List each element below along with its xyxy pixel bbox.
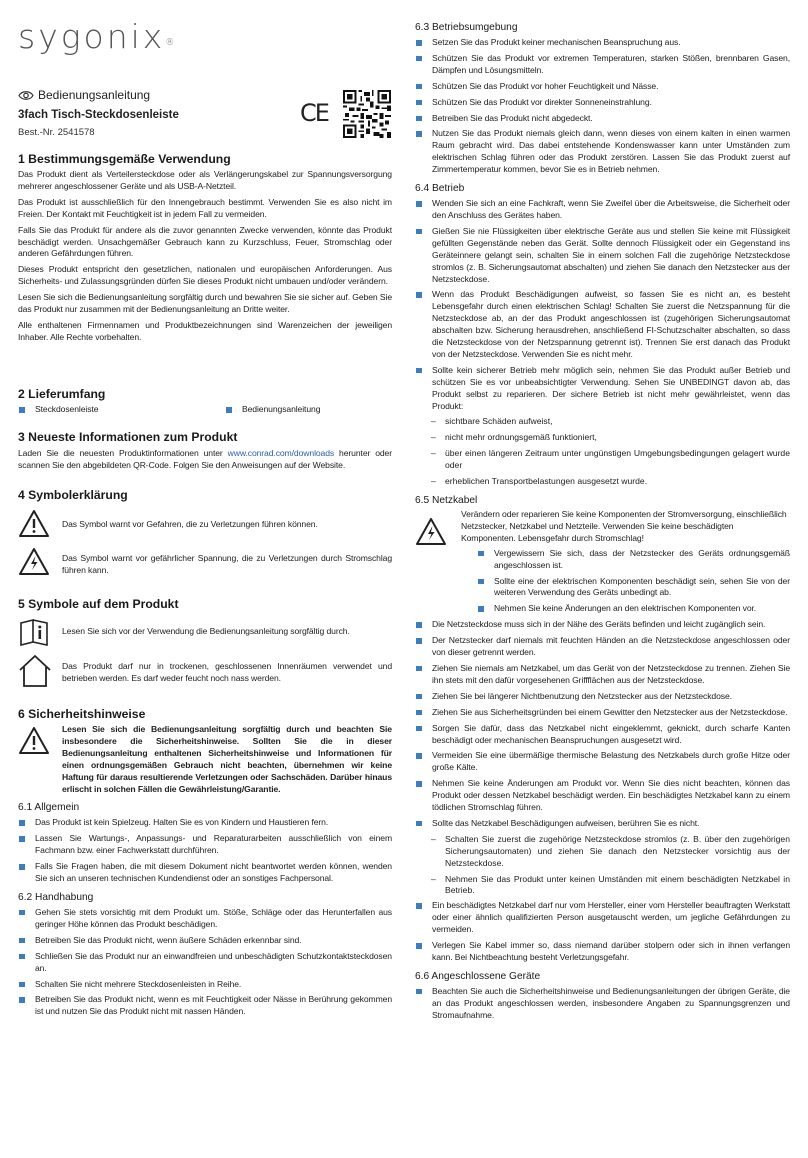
- warning-triangle-icon: [18, 726, 50, 755]
- dash-list-item: – erheblichen Transportbelastungen ausgesetzt wurde.: [415, 476, 790, 488]
- eye-icon: [18, 90, 34, 101]
- subsection-6-5-title: 6.5 Netzkabel: [415, 495, 478, 506]
- dash-list-item: – Schalten Sie zuerst die zugehörige Netzsteckdose stromlos (z. B. über den zugehörigen Sicherungsautomaten) und ziehen Sie danach den Netzstecker vorsichtig aus der Netzsteckdose.: [415, 834, 790, 870]
- ce-mark: CE: [300, 99, 328, 127]
- subsection-6-1-title: 6.1 Allgemein: [18, 802, 80, 814]
- electric-shock-icon: [18, 547, 50, 576]
- warning-list-item: Nehmen Sie keine Änderungen an den elektrischen Komponenten vor.: [477, 603, 790, 615]
- section-1-p1: Das Produkt dient als Verteilersteckdose oder als Verlängerungskabel zur Spannungsversorgung mehrerer angeschlossener Geräte und als USB-A-Netzteil.: [18, 169, 392, 191]
- subsection-6-2-list: [18, 907, 392, 1018]
- warning-list-item: Sollte eine der elektrischen Komponenten beschädigt sein, sehen Sie von der weiteren Verwendung des Geräts unbedingt ab.: [477, 576, 790, 600]
- safety-list-item: Verlegen Sie Kabel immer so, dass niemand darüber stolpern oder sich in ihnen verfangen kann. Bei Nichtbeachtung besteht Verletzungsgefahr.: [415, 940, 790, 964]
- symbol-voltage-text: Das Symbol warnt vor gefährlicher Spannung, die zu Verletzungen durch Stromschlag führen kann.: [62, 553, 392, 575]
- power-warning-text: Verändern oder reparieren Sie keine Komponenten der Stromversorgung, einschließlich Netzstecker, Netzkabel und Netzteile. Verwenden Sie keine beschädigten Komponenten. Lebensgefahr durch Stromschlag!: [461, 509, 787, 543]
- section-5-title: 5 Symbole auf dem Produkt: [18, 597, 179, 611]
- safety-list-item: Die Netzsteckdose muss sich in der Nähe des Geräts befinden und leicht zugänglich sein.: [415, 619, 790, 631]
- safety-list-item: Betreiben Sie das Produkt nicht, wenn äußere Schäden erkennbar sind.: [18, 935, 392, 947]
- safety-list-item: Falls Sie Fragen haben, die mit diesem Dokument nicht beantwortet werden können, wenden Sie sich an unseren technischen Kundendienst oder an sonstiges Fachpersonal.: [18, 861, 392, 885]
- subsection-6-3-title: 6.3 Betriebsumgebung: [415, 22, 518, 33]
- subsection-6-5-list-after: [415, 900, 790, 964]
- section-1-p5: Lesen Sie sich die Bedienungsanleitung sorgfältig durch und bewahren Sie sie sicher auf. Geben Sie das Produkt nur zusammen mit der Bedienungsanleitung an Dritte weiter.: [18, 292, 392, 315]
- safety-list-item: Schützen Sie das Produkt vor extremen Temperaturen, starken Stößen, brennbaren Gasen, Dämpfen und Lösungsmitteln.: [415, 53, 790, 77]
- subsection-6-5-list: [415, 619, 790, 830]
- section-3: [18, 430, 392, 472]
- symbol-warning-text: Das Symbol warnt vor Gefahren, die zu Verletzungen führen können.: [62, 519, 318, 529]
- qr-code: [343, 90, 391, 138]
- section-3-pre: Laden Sie die neuesten Produktinformationen unter: [18, 448, 228, 458]
- safety-list-item: Schalten Sie nicht mehrere Steckdosenleisten in Reihe.: [18, 979, 392, 991]
- symbol-indoor-text: Das Produkt darf nur in trockenen, geschlossenen Innenräumen verwendet und betrieben werden. Es darf weder feucht noch nass werden.: [62, 661, 392, 683]
- subsection-6-5-dashes: [415, 834, 790, 898]
- symbol-read-manual-text: Lesen Sie sich vor der Verwendung die Bedienungsanleitung sorgfältig durch.: [62, 626, 350, 636]
- subsection-6-6-title: 6.6 Angeschlossene Geräte: [415, 970, 541, 982]
- order-number: Best.-Nr. 2541578: [18, 127, 95, 138]
- safety-list-item: Sollte das Netzkabel Beschädigungen aufweisen, berühren Sie es nicht.: [415, 818, 790, 830]
- section-1-p2: Das Produkt ist ausschließlich für den Innengebrauch bestimmt. Verwenden Sie es also nicht im Freien. Der Kontakt mit Feuchtigkeit ist in jedem Fall zu vermeiden.: [18, 196, 392, 219]
- section-5: [18, 597, 392, 688]
- dash-list-item: – über einen längeren Zeitraum unter ungünstigen Umgebungsbedingungen gelagert wurde oder: [415, 448, 790, 472]
- safety-intro: Lesen Sie sich die Bedienungsanleitung sorgfältig durch und beachten Sie insbesondere die Sicherheitshinweise. Sollten Sie die in dieser Bedienungsanleitung enthaltenen Sicherheitshinweise und Informationen für einen ordnungsgemäßen Gebrauch nicht beachten, übernehmen wir keine Haftung für daraus resultierende Verletzungen oder Sachschäden. Darüber hinaus erlischt in solchen Fällen die Gewährleistung/Garantie.: [62, 724, 392, 794]
- section-1-p6: Alle enthaltenen Firmennamen und Produktbezeichnungen sind Warenzeichen der jeweiligen Inhaber. Alle Rechte vorbehalten.: [18, 319, 392, 342]
- section-1-p3: Falls Sie das Produkt für andere als die zuvor genannten Zwecke verwenden, könnte das Produkt beschädigt werden. Unsachgemäßer Gebrauch kann zu Kurzschluss, Feuer, Stromschlag oder anderen Gefährdungen führen.: [18, 224, 392, 259]
- safety-list-item: Nutzen Sie das Produkt niemals gleich dann, wenn dieses von einem kalten in einen warmen Raum gebracht wird. Das dabei entstehende Kondenswasser kann unter Umständen zum elektrischen Schlag führen oder das Produkt zerstören. Lassen Sie das Produkt zuerst auf Zimmertemperatur kommen, bevor Sie es in Betrieb nehmen.: [415, 128, 790, 176]
- subsection-6-4-list: [415, 198, 790, 412]
- power-warning-list: [461, 548, 790, 616]
- subsection-6-1-list: [18, 817, 392, 885]
- subsection-6-4-title: 6.4 Betrieb: [415, 183, 465, 195]
- section-4-title: 4 Symbolerklärung: [18, 488, 128, 502]
- delivery-item-manual: Bedienungsanleitung: [225, 404, 320, 416]
- manual-label: Bedienungsanleitung: [38, 88, 151, 102]
- safety-list-item: Setzen Sie das Produkt keiner mechanischen Beanspruchung aus.: [415, 37, 790, 49]
- safety-list-item: Betreiben Sie das Produkt nicht, wenn es mit Feuchtigkeit oder Nässe in Berührung gekommen ist und nutzen Sie das Produkt nicht mit nassen Händen.: [18, 994, 392, 1018]
- section-2-title: 2 Lieferumfang: [18, 387, 106, 401]
- safety-list-item: Wenden Sie sich an eine Fachkraft, wenn Sie Zweifel über die Arbeitsweise, die Sicherheit oder den Anschluss des Gerätes haben.: [415, 198, 790, 222]
- safety-list-item: Nehmen Sie keine Änderungen am Produkt vor. Wenn Sie dies nicht beachten, können das Produkt oder dessen Netzkabel beschädigt werden. Ein beschädigtes Netzkabel kann zu einem tödlichen Stromschlag führen.: [415, 778, 790, 814]
- safety-list-item: Vermeiden Sie eine übermäßige thermische Belastung des Netzkabels durch große Hitze oder große Kälte.: [415, 750, 790, 774]
- section-2: [18, 387, 392, 416]
- safety-list-item: Ziehen Sie bei längerer Nichtbenutzung den Netzstecker aus der Netzsteckdose.: [415, 691, 790, 703]
- safety-list-item: Lassen Sie Wartungs-, Anpassungs- und Reparaturarbeiten ausschließlich von einem Fachmann bzw. einer Fachwerkstatt durchführen.: [18, 833, 392, 857]
- warning-list-item: Vergewissern Sie sich, dass der Netzstecker des Geräts ordnungsgemäß angeschlossen ist.: [477, 548, 790, 572]
- subsection-6-3-list: [415, 37, 790, 176]
- product-title: 3fach Tisch-Steckdosenleiste: [18, 109, 179, 121]
- safety-list-item: Schützen Sie das Produkt vor direkter Sonneneinstrahlung.: [415, 97, 790, 109]
- section-3-text: [18, 448, 392, 472]
- read-manual-icon: [18, 618, 50, 646]
- safety-list-item: Der Netzstecker darf niemals mit feuchten Händen an die Netzsteckdose angeschlossen oder von dieser getrennt werden.: [415, 635, 790, 659]
- section-1-title: 1 Bestimmungsgemäße Verwendung: [18, 152, 231, 166]
- safety-list-item: Sorgen Sie dafür, dass das Netzkabel nicht eingeklemmt, geknickt, durch scharfe Kanten beschädigt oder mechanischen Beanspruchungen ausgesetzt wird.: [415, 723, 790, 747]
- safety-list-item: Gießen Sie nie Flüssigkeiten über elektrische Geräte aus und stellen Sie keine mit Flüssigkeit gefüllten Gegenstände neben das Gerät. Sollte dennoch Flüssigkeit oder ein Gegenstand ins Geräteinnere gelangt sein, schalten Sie in einem solchen Fall die zugehörige Netzsteckdose stromlos (z. B. Sicherungsautomat abschalten) und ziehen Sie danach den Netzstecker aus der Netzsteckdose.: [415, 226, 790, 286]
- section-3-post: herunter oder scannen Sie den abgebildeten QR-Code. Folgen Sie den Anweisungen auf der Website.: [18, 448, 392, 470]
- safety-list-item: Sollte kein sicherer Betrieb mehr möglich sein, nehmen Sie das Produkt außer Betrieb und schützen Sie es vor unbeabsichtigter Verwendung. Sehen Sie UNBEDINGT davon ab, das Produkt selbst zu reparieren. Der sichere Betrieb ist nicht mehr gewährleistet, wenn das Produkt:: [415, 365, 790, 413]
- safety-list-item: Ein beschädigtes Netzkabel darf nur vom Hersteller, einer vom Hersteller beauftragten Werkstatt oder einer ähnlich qualifizierten Person ausgetauscht werden, um jegliche Gefährdungen zu vermeiden.: [415, 900, 790, 936]
- subsection-6-4-dashes: [415, 416, 790, 488]
- section-1-p4: Dieses Produkt entspricht den gesetzlichen, nationalen und europäischen Anforderungen. Aus Sicherheits- und Zulassungsgründen dürfen Sie dieses Produkt nicht umbauen und/oder verändern.: [18, 264, 392, 287]
- safety-list-item: Das Produkt ist kein Spielzeug. Halten Sie es von Kindern und Haustieren fern.: [18, 817, 392, 829]
- section-1: [18, 152, 392, 344]
- manual-header: [18, 88, 392, 138]
- safety-list-item: Ziehen Sie niemals am Netzkabel, um das Gerät von der Netzsteckdose zu trennen. Ziehen Sie ihn stets mit den dafür vorgesehenen Griffflächen aus der Netzsteckdose.: [415, 663, 790, 687]
- dash-list-item: – Nehmen Sie das Produkt unter keinen Umständen mit einem beschädigten Netzkabel in Betrieb.: [415, 874, 790, 898]
- safety-list-item: Gehen Sie stets vorsichtig mit dem Produkt um. Stöße, Schläge oder das Herunterfallen aus geringer Höhe können das Produkt beschädigen.: [18, 907, 392, 931]
- electric-shock-icon: [415, 517, 447, 546]
- safety-list-item: Wenn das Produkt Beschädigungen aufweist, so fassen Sie es nicht an, es besteht Lebensgefahr durch einen elektrischen Schlag! Schalten Sie zuerst die Netzspannung für die Netzsteckdose ab, an der das Produkt angeschlossen ist (zugehörigen Sicherungsautomat abschalten bzw. Sicherung herausdrehen, anschließend FI-Schutzschalter abschalten, so dass die Netzsteckdose von der Netzspannung getrennt ist). Trennen Sie erst danach das Produkt von der Netzsteckdose. Verwenden Sie es nicht mehr.: [415, 289, 790, 360]
- indoor-house-icon: [18, 654, 52, 688]
- safety-list-item: Beachten Sie auch die Sicherheitshinweise und Bedienungsanleitungen der übrigen Geräte, die an das Produkt angeschlossen werden, insbesondere Angaben zu Spannungsgrenzen und Stromaufnahme.: [415, 986, 790, 1022]
- dash-list-item: – sichtbare Schäden aufweist,: [415, 416, 790, 428]
- subsection-6-6-list: [415, 986, 790, 1022]
- section-3-title: 3 Neueste Informationen zum Produkt: [18, 430, 238, 444]
- subsection-6-2-title: 6.2 Handhabung: [18, 891, 94, 903]
- safety-list-item: Betreiben Sie das Produkt nicht abgedeckt.: [415, 113, 790, 125]
- section-6: [18, 707, 392, 1018]
- dash-list-item: – nicht mehr ordnungsgemäß funktioniert,: [415, 432, 790, 444]
- warning-triangle-icon: [18, 509, 50, 538]
- downloads-link[interactable]: www.conrad.com/downloads: [227, 448, 335, 458]
- brand-name: sygonix: [18, 17, 166, 56]
- section-4: [18, 488, 392, 577]
- safety-list-item: Ziehen Sie aus Sicherheitsgründen bei einem Gewitter den Netzstecker aus der Netzsteckdose.: [415, 707, 790, 719]
- safety-list-item: Schließen Sie das Produkt nur an einwandfreien und unbeschädigten Schutzkontaktsteckdosen an.: [18, 951, 392, 975]
- delivery-item-strip: Steckdosenleiste: [18, 404, 225, 416]
- safety-list-item: Schützen Sie das Produkt vor hoher Feuchtigkeit und Nässe.: [415, 81, 790, 93]
- section-6-title: 6 Sicherheitshinweise: [18, 707, 146, 721]
- brand-logo: sygonix®: [18, 17, 175, 56]
